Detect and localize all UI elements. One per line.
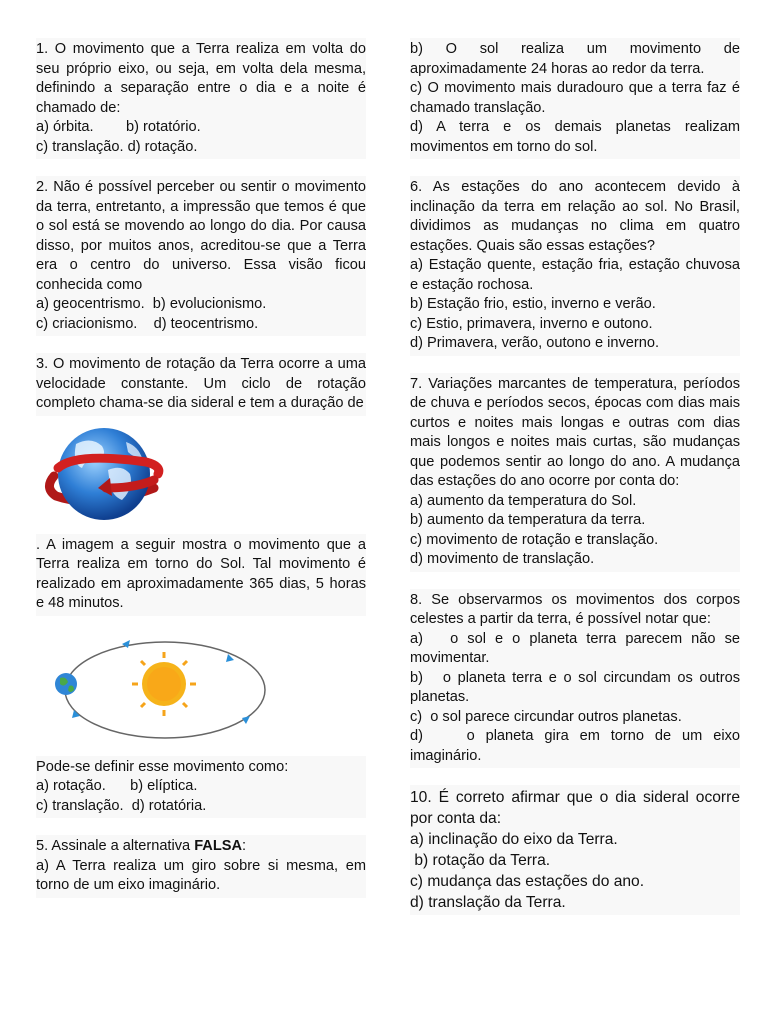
sun-orbit-icon (36, 632, 296, 752)
question-8-option-b: b) o planeta terra e o sol circundam os outros planetas. (410, 669, 745, 705)
question-8 (410, 589, 745, 769)
question-5-option-a: a) A Terra realiza um giro sobre si mesma, em torno de um eixo imaginário. (36, 857, 366, 893)
question-10 (410, 785, 740, 915)
question-2-option-cd: c) criacionismo. d) teocentrismo. (36, 315, 259, 332)
question-4-prompt: Pode-se definir esse movimento como: (36, 758, 289, 775)
question-8-text: 8. Se observarmos os movimentos dos corpos celestes a partir da terra, é possível notar que: (410, 591, 740, 627)
question-1-option-a: a) órbita. (36, 119, 94, 135)
question-8-option-d: d) o planeta gira em torno de um eixo imaginário. (410, 728, 745, 764)
question-5-option-c: c) O movimento mais duradouro que a terra faz é chamado translação. (410, 80, 740, 116)
question-5: 5. Assinale a alternativa FALSA: a) A Terra realiza um giro sobre si mesma, em torno de um eixo imaginário. (36, 835, 366, 898)
question-6-option-a: a) Estação quente, estação fria, estação chuvosa e estação rochosa. (410, 257, 740, 293)
question-7-option-b: b) aumento da temperatura da terra. (410, 512, 646, 528)
question-7-option-a: a) aumento da temperatura do Sol. (410, 492, 637, 509)
question-1 (36, 38, 366, 159)
question-1-option-cd: c) translação. d) rotação. (36, 138, 198, 155)
question-5-option-d: d) A terra e os demais planetas realizam movimentos em torno do sol. (410, 119, 740, 155)
earth-rotation-icon (36, 422, 176, 534)
question-6-option-d: d) Primavera, verão, outono e inverno. (410, 335, 660, 351)
question-10-option-c: c) mudança das estações do ano. (410, 873, 645, 890)
question-10-text: 10. É correto afirmar que o dia sideral ocorre por conta da: (410, 789, 740, 827)
question-3 (36, 353, 366, 416)
sun-icon (132, 652, 196, 716)
right-column (410, 38, 745, 915)
rotating-earth-image (36, 422, 366, 534)
question-1-text: 1. O movimento que a Terra realiza em volta do seu próprio eixo, ou seja, em volta dela mesma, definindo a separação entre o dia e a noite é chamado de: (36, 41, 366, 116)
question-8-option-a: a) o sol e o planeta terra parecem não se movimentar. (410, 630, 745, 666)
question-8-option-c: c) o sol parece circundar outros planetas. (410, 708, 682, 725)
question-5-continued (410, 38, 740, 159)
question-6 (410, 176, 740, 356)
question-1-option-b: b) rotatório. (126, 119, 201, 135)
question-4-option-ab: a) rotação. b) elíptica. (36, 778, 198, 794)
question-4 (36, 534, 366, 616)
question-10-option-a: a) inclinação do eixo da Terra. (410, 831, 618, 848)
question-5-text: 5. Assinale a alternativa (36, 838, 195, 854)
question-7 (410, 373, 740, 572)
question-4-prompt-block (36, 756, 366, 819)
question-5-emphasis: FALSA (194, 838, 243, 854)
question-7-option-d: d) movimento de translação. (410, 551, 595, 567)
question-4-option-cd: c) translação. d) rotatória. (36, 797, 207, 814)
question-7-option-c: c) movimento de rotação e translação. (410, 531, 659, 548)
question-7-text: 7. Variações marcantes de temperatura, períodos de chuva e períodos secos, épocas com dias mais curtos e noites mais longas e outras com dias mais longos e noites mais curtas, são mudanças que podemos sentir ao longo do ano. A mudança das estações do ano ocorre por conta do: (410, 375, 740, 489)
left-column (36, 38, 366, 898)
question-5-option-b: b) O sol realiza um movimento de aproximadamente 24 horas ao redor da terra. (410, 41, 740, 77)
question-2 (36, 176, 366, 336)
question-2-option-ab: a) geocentrismo. b) evolucionismo. (36, 296, 267, 312)
earth-orbit-image (36, 632, 366, 752)
question-6-text: 6. As estações do ano acontecem devido à inclinação da terra em relação ao sol. No Brasil, dividimos as mudanças no clima em quatro estações. Quais são essas estações? (410, 179, 740, 254)
question-10-option-b: b) rotação da Terra. (410, 852, 551, 869)
question-4-text: . A imagem a seguir mostra o movimento que a Terra realiza em torno do Sol. Tal movimento é realizado em aproximadamente 365 dias, 5 horas e 48 minutos. (36, 536, 366, 611)
question-6-option-c: c) Estio, primavera, inverno e outono. (410, 315, 653, 332)
question-3-text: 3. O movimento de rotação da Terra ocorre a uma velocidade constante. Um ciclo de rotação completo chama-se dia sideral e tem a duração de (36, 356, 366, 411)
question-2-text: 2. Não é possível perceber ou sentir o movimento da terra, entretanto, a impressão que temos é que o sol está se movendo ao longo do dia. Por causa disso, por muitos anos, acreditou-se que a Terra era o centro do universo. Essa visão ficou conhecida como (36, 179, 366, 293)
earth-icon (55, 673, 77, 695)
question-10-option-d: d) translação da Terra. (410, 894, 566, 911)
question-6-option-b: b) Estação frio, estio, inverno e verão. (410, 296, 656, 312)
